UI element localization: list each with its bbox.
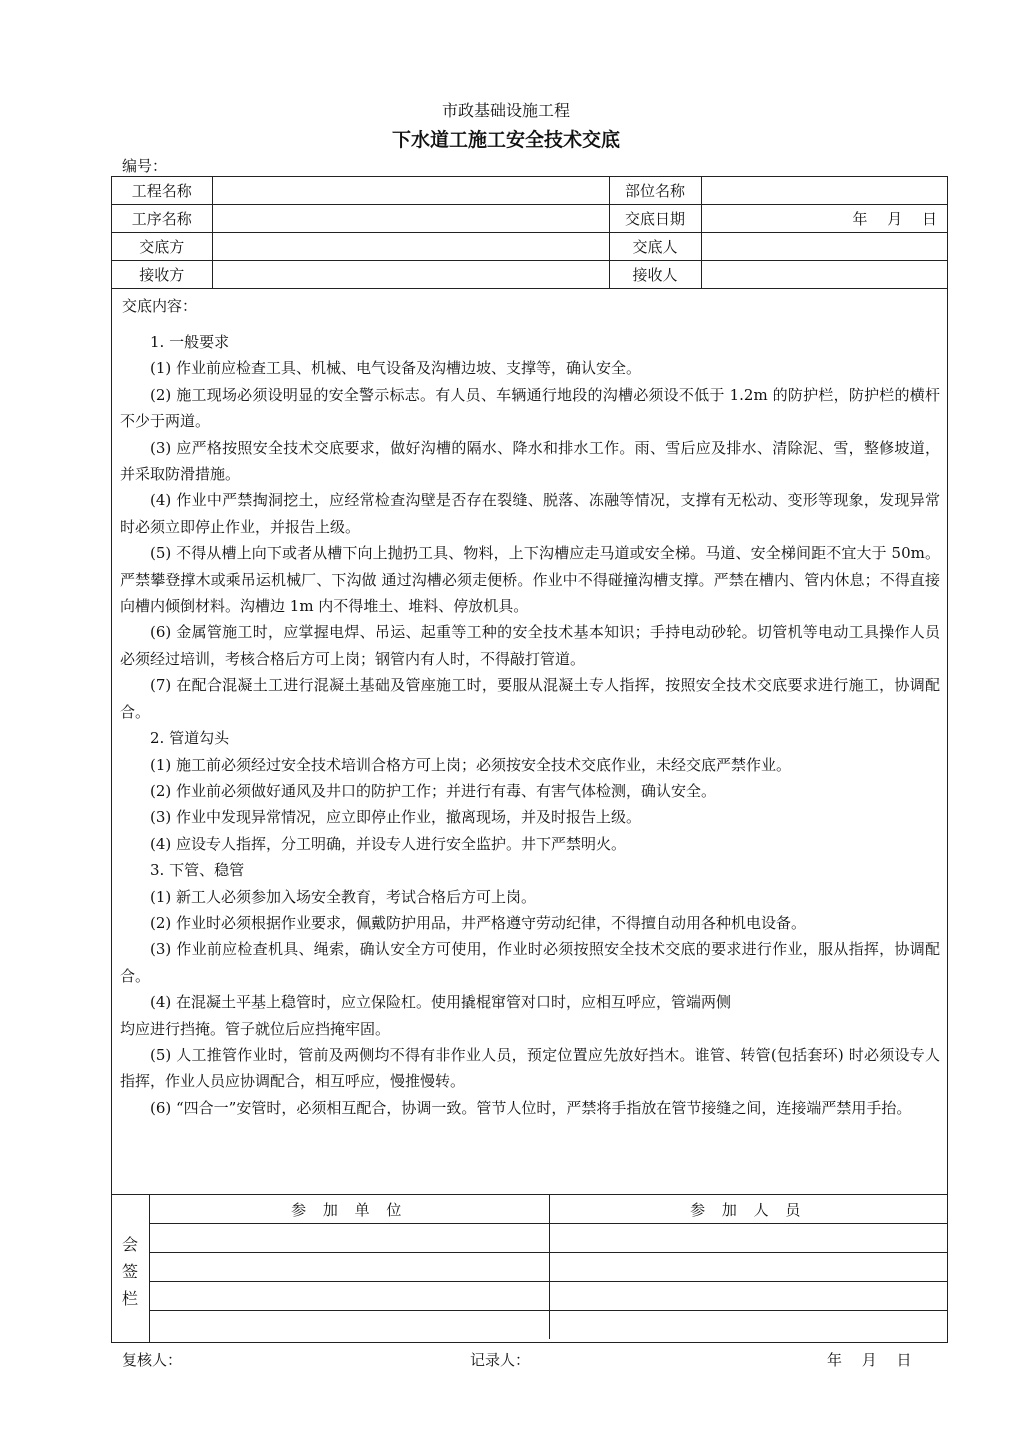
content-body [120, 329, 940, 1121]
signoff-char-1: 会 [122, 1235, 139, 1254]
paragraph-1-1: (1) 作业前应检查工具、机械、电气设备及沟槽边坡、支撑等，确认安全。 [150, 359, 642, 378]
receiver-party-field[interactable] [212, 261, 609, 289]
signoff-people-cell[interactable] [549, 1282, 947, 1311]
reviewer-label: 复核人： [122, 1351, 183, 1369]
project-name-label: 工程名称 [112, 177, 212, 205]
receiver-label: 接收人 [609, 261, 701, 289]
paragraph-1-4: (4) 作业中严禁掏洞挖土，应经常检查沟壁是否存在裂缝、脱落、冻融等情况，支撑有无松动、变形等现象，发现异常时必须立即停止作业，并报告上级。 [120, 491, 940, 536]
document-subtitle: 市政基础设施工程 [441, 101, 570, 120]
paragraph-section-1: 1. 一般要求 [150, 333, 230, 351]
briefing-date-field[interactable]: 年 月 日 [701, 205, 947, 233]
paragraph-2-3: (3) 作业中发现异常情况，应立即停止作业，撤离现场，并及时报告上级。 [150, 808, 642, 827]
part-name-label: 部位名称 [609, 177, 701, 205]
paragraph-1-6: (6) 金属管施工时，应掌握电焊、吊运、起重等工种的安全技术基本知识；手持电动砂轮。切管机等电动工具操作人员必须经过培训，考核合格后方可上岗；钢管内有人时，不得敲打管道。 [120, 623, 940, 668]
paragraph-1-7: (7) 在配合混凝土工进行混凝土基础及管座施工时，要服从混凝土专人指挥，按照安全技术交底要求进行施工，协调配合。 [120, 676, 940, 721]
signoff-char-2: 签 [122, 1262, 139, 1281]
paragraph-section-3: 3. 下管、稳管 [150, 861, 245, 880]
info-row-process [112, 205, 947, 233]
signoff-unit-cell[interactable] [150, 1253, 549, 1282]
paragraph-3-2: (2) 作业时必须根据作业要求，佩戴防护用品，井严格遵守劳动纪律，不得擅自动用各种机电设备。 [150, 913, 807, 932]
giver-party-label: 交底方 [112, 233, 212, 261]
project-name-field[interactable] [212, 177, 609, 205]
briefing-date-label: 交底日期 [609, 205, 701, 233]
paragraph-2-1: (1) 施工前必须经过安全技术培训合格方可上岗；必须按安全技术交底作业，未经交底严禁作业。 [150, 755, 792, 774]
signoff-unit-cell[interactable] [150, 1311, 549, 1340]
signoff-people-cell[interactable] [549, 1253, 947, 1282]
signoff-unit-cell[interactable] [150, 1282, 549, 1311]
paragraph-2-2: (2) 作业前必须做好通风及井口的防护工作；并进行有毒、有害气体检测，确认安全。 [150, 781, 717, 800]
paragraph-section-2: 2. 管道勾头 [150, 729, 230, 748]
column-participants: 参 加 人 员 [549, 1195, 947, 1224]
process-name-label: 工序名称 [112, 205, 212, 233]
paragraph-3-4: (4) 在混凝土平基上稳管时，应立保险杠。使用撬棍窜管对口时，应相互呼应，管端两侧 [150, 993, 732, 1012]
signoff-side-label [112, 1195, 150, 1342]
signoff-people-cell[interactable] [549, 1311, 947, 1340]
document-title: 下水道工施工安全技术交底 [391, 129, 620, 151]
info-table [112, 177, 947, 289]
receiver-party-label: 接收方 [112, 261, 212, 289]
briefing-content-section [112, 291, 947, 1195]
signoff-row [150, 1224, 947, 1253]
part-name-field[interactable] [701, 177, 947, 205]
paragraph-1-3: (3) 应严格按照安全技术交底要求，做好沟槽的隔水、降水和排水工作。雨、雪后应及排水、清除泥、雪，整修坡道，并采取防滑措施。 [120, 438, 940, 484]
signoff-row [150, 1253, 947, 1282]
info-row-receiver [112, 261, 947, 289]
process-name-field[interactable] [212, 205, 609, 233]
signoff-table [150, 1195, 947, 1339]
recorder-label: 记录人： [470, 1351, 531, 1369]
paragraph-3-1: (1) 新工人必须参加入场安全教育，考试合格后方可上岗。 [150, 887, 537, 906]
paragraph-3-4-continued: 均应进行挡掩。管子就位后应挡掩牢固。 [120, 1019, 391, 1038]
giver-label: 交底人 [609, 233, 701, 261]
form-frame [111, 176, 948, 1343]
signoff-char-3: 栏 [122, 1289, 139, 1308]
signoff-people-cell[interactable] [549, 1224, 947, 1253]
signoff-section [112, 1195, 947, 1342]
paragraph-1-2: (2) 施工现场必须设明显的安全警示标志。有人员、车辆通行地段的沟槽必须设不低于 1.2m 的防护栏，防护栏的横杆不少于两道。 [120, 385, 940, 431]
giver-field[interactable] [701, 233, 947, 261]
paragraph-2-4: (4) 应设专人指挥，分工明确，并设专人进行安全监护。井下严禁明火。 [150, 834, 627, 853]
signoff-header-row [150, 1195, 947, 1224]
info-row-giver [112, 233, 947, 261]
serial-number-label: 编号： [122, 157, 168, 175]
receiver-field[interactable] [701, 261, 947, 289]
paragraph-3-3: (3) 作业前应检查机具、绳索，确认安全方可使用，作业时必须按照安全技术交底的要求进行作业，服从指挥，协调配合。 [120, 940, 940, 985]
info-row-project [112, 177, 947, 205]
signoff-unit-cell[interactable] [150, 1224, 549, 1253]
footer-date: 年 月 日 [827, 1351, 912, 1369]
paragraph-1-5: (5) 不得从槽上向下或者从槽下向上抛扔工具、物料，上下沟槽应走马道或安全梯。马道、安全梯间距不宜大于 50m。严禁攀登撑木或乘吊运机械厂、下沟做 通过沟槽必须走便桥。作业中不得碰撞沟槽支撑。严禁在槽内、管内休息；不得直接向槽内倾倒材料。沟槽边 1m 内不得堆土、堆料、停放机具。 [120, 544, 940, 616]
content-label: 交底内容： [122, 297, 198, 315]
paragraph-3-6: (6) “四合一”安管时，必须相互配合，协调一致。管节人位时，严禁将手指放在管节接缝之间，连接端严禁用手抬。 [150, 1098, 912, 1117]
giver-party-field[interactable] [212, 233, 609, 261]
column-participating-unit: 参 加 单 位 [150, 1195, 549, 1224]
paragraph-3-5: (5) 人工推管作业时，管前及两侧均不得有非作业人员，预定位置应先放好挡木。谁管、转管(包括套环) 时必须设专人指挥，作业人员应协调配合，相互呼应，慢推慢转。 [120, 1045, 940, 1091]
signoff-row [150, 1282, 947, 1311]
signoff-row [150, 1311, 947, 1340]
